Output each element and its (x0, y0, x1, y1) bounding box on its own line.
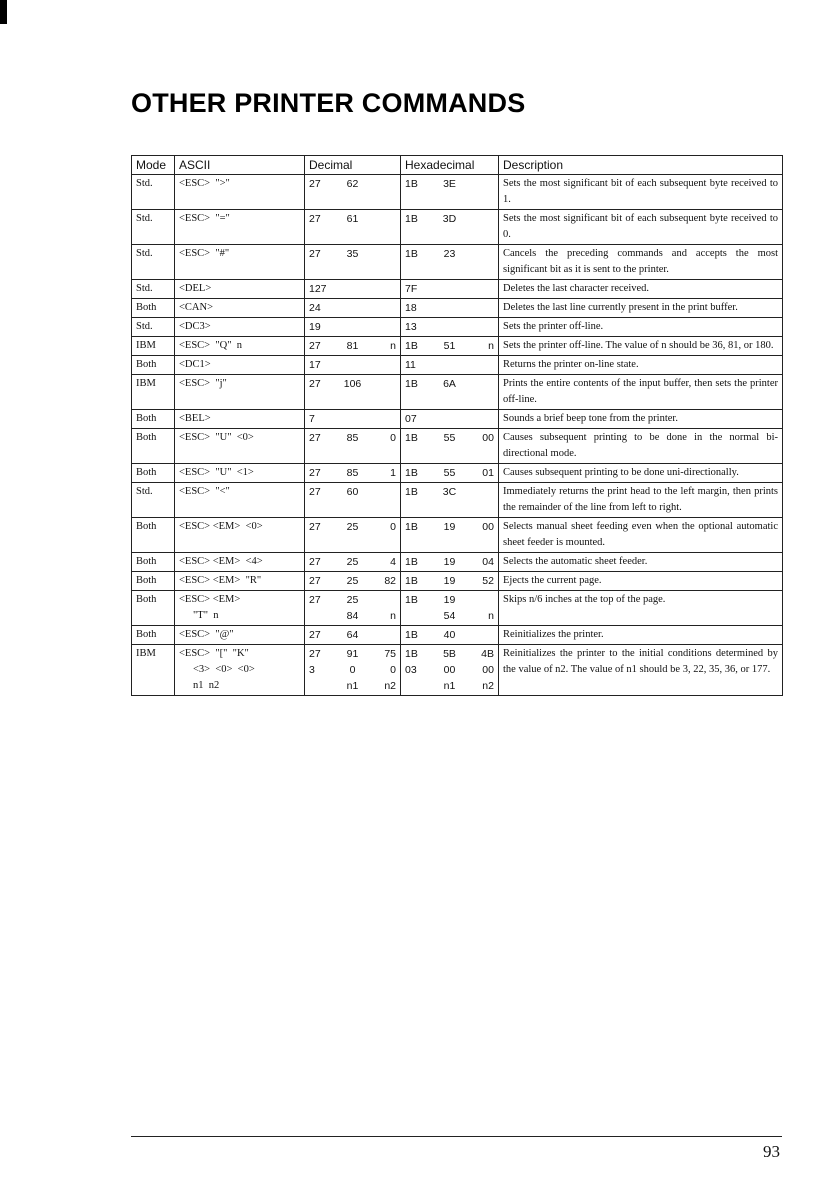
ascii-line: <ESC> <EM> (179, 594, 241, 605)
mode-cell: Both (132, 429, 175, 464)
decimal-value (367, 176, 396, 192)
table-body (132, 175, 783, 696)
decimal-value: 27 (309, 467, 321, 479)
ascii-cell (175, 464, 305, 483)
hex-value: 1B (405, 648, 418, 660)
decimal-value: 27 (309, 178, 321, 190)
hex-value: 00 (443, 664, 456, 676)
decimal-value: 85 (346, 467, 359, 479)
decimal-value: n (390, 610, 396, 622)
decimal-cell (305, 210, 401, 245)
decimal-value: 60 (346, 486, 359, 498)
decimal-cell (305, 429, 401, 464)
decimal-value: 19 (309, 321, 321, 333)
hex-cell (401, 375, 499, 410)
description-cell: Reinitializes the printer to the initial conditions determined by the value of n2. The value of n1 should be 3, 22, 35, 36, or 177. (499, 645, 783, 696)
hex-value: 23 (443, 248, 456, 260)
hex-value: 52 (482, 575, 494, 587)
description-cell: Sets the most significant bit of each subsequent byte received to 1. (499, 175, 783, 210)
hex-cell (401, 410, 499, 429)
hex-cell (401, 280, 499, 299)
hex-value: 00 (482, 432, 494, 444)
page-title: OTHER PRINTER COMMANDS (131, 88, 526, 118)
description-cell: Causes subsequent printing to be done uni-directionally. (499, 464, 783, 483)
hex-value: 00 (482, 521, 494, 533)
decimal-value (367, 627, 396, 643)
hex-value: 18 (405, 302, 417, 314)
decimal-value: 0 (390, 521, 396, 533)
hex-value (435, 281, 465, 297)
table-row (132, 553, 783, 572)
hex-value: 3E (443, 178, 456, 190)
decimal-value: 0 (390, 432, 396, 444)
decimal-cell (305, 337, 401, 356)
ascii-line: <BEL> (179, 413, 211, 424)
hex-cell (401, 464, 499, 483)
hex-value (464, 211, 494, 227)
col-mode: Mode (132, 156, 175, 175)
ascii-cell (175, 410, 305, 429)
decimal-value: 64 (346, 629, 359, 641)
hex-value: 3C (442, 486, 457, 498)
decimal-value: 27 (309, 521, 321, 533)
decimal-value: 106 (343, 378, 362, 390)
description-cell: Selects the automatic sheet feeder. (499, 553, 783, 572)
decimal-cell (305, 591, 401, 626)
decimal-cell (305, 375, 401, 410)
table-row (132, 464, 783, 483)
hex-value: 1B (405, 629, 418, 641)
commands-table (131, 155, 783, 696)
decimal-value: 24 (309, 302, 321, 314)
hex-value: 5B (443, 648, 456, 660)
hex-cell (401, 337, 499, 356)
hex-value: 40 (443, 629, 456, 641)
decimal-value: 3 (309, 664, 315, 676)
ascii-line: <ESC> "@" (179, 629, 234, 640)
ascii-line: <DC1> (179, 359, 211, 370)
decimal-value: 27 (309, 213, 321, 225)
hex-value: 1B (405, 556, 418, 568)
hex-value (464, 627, 494, 643)
table-row (132, 356, 783, 375)
hex-value: n2 (482, 680, 494, 692)
col-ascii: ASCII (175, 156, 305, 175)
hex-value: 3D (442, 213, 457, 225)
mode-cell: Both (132, 464, 175, 483)
decimal-value: 81 (346, 340, 359, 352)
table-row (132, 645, 783, 696)
mode-cell: IBM (132, 375, 175, 410)
ascii-cell (175, 299, 305, 318)
description-cell: Causes subsequent printing to be done in the normal bi-directional mode. (499, 429, 783, 464)
table-row (132, 591, 783, 626)
decimal-value: 85 (346, 432, 359, 444)
ascii-cell (175, 318, 305, 337)
edge-mark (0, 0, 7, 24)
decimal-value: 61 (346, 213, 359, 225)
ascii-line: <ESC> <EM> <0> (179, 521, 263, 532)
decimal-cell (305, 245, 401, 280)
mode-cell: Both (132, 356, 175, 375)
description-cell: Sounds a brief beep tone from the printer. (499, 410, 783, 429)
hex-cell (401, 645, 499, 696)
decimal-value: 35 (346, 248, 359, 260)
table-row (132, 626, 783, 645)
col-decimal: Decimal (305, 156, 401, 175)
ascii-cell (175, 518, 305, 553)
ascii-cell (175, 375, 305, 410)
ascii-line: n1 n2 (193, 680, 220, 691)
ascii-line: <ESC> "U" <0> (179, 432, 254, 443)
hex-value: 4B (481, 648, 494, 660)
table-row (132, 429, 783, 464)
decimal-cell (305, 483, 401, 518)
decimal-value: 27 (309, 629, 321, 641)
table-row (132, 245, 783, 280)
table-row (132, 410, 783, 429)
hex-cell (401, 553, 499, 572)
hex-value (464, 176, 494, 192)
mode-cell: Both (132, 572, 175, 591)
hex-cell (401, 483, 499, 518)
description-cell: Sets the most significant bit of each subsequent byte received to 0. (499, 210, 783, 245)
decimal-value: 82 (384, 575, 396, 587)
ascii-cell (175, 356, 305, 375)
decimal-value: n (390, 340, 396, 352)
hex-value (464, 281, 494, 297)
ascii-cell (175, 572, 305, 591)
hex-value: 7F (405, 283, 418, 295)
ascii-cell (175, 645, 305, 696)
ascii-line: <ESC> "[" "K" (179, 648, 249, 659)
hex-cell (401, 210, 499, 245)
description-cell: Reinitializes the printer. (499, 626, 783, 645)
hex-value (405, 608, 435, 624)
description-cell: Deletes the last character received. (499, 280, 783, 299)
hex-cell (401, 518, 499, 553)
decimal-value: 75 (384, 648, 396, 660)
description-cell: Returns the printer on-line state. (499, 356, 783, 375)
decimal-value (367, 211, 396, 227)
decimal-value (338, 281, 367, 297)
description-cell: Deletes the last line currently present in the print buffer. (499, 299, 783, 318)
decimal-value (367, 484, 396, 500)
hex-cell (401, 245, 499, 280)
hex-value: 11 (405, 359, 416, 371)
decimal-value: 27 (309, 432, 321, 444)
mode-cell: Both (132, 553, 175, 572)
decimal-value: 7 (309, 413, 315, 425)
decimal-value: 0 (349, 664, 356, 676)
mode-cell: Std. (132, 280, 175, 299)
hex-value: 13 (405, 321, 417, 333)
decimal-value (309, 608, 338, 624)
hex-value: 6A (443, 378, 456, 390)
decimal-value: 25 (346, 575, 359, 587)
decimal-value: 27 (309, 378, 321, 390)
hex-value: 1B (405, 467, 418, 479)
decimal-value: 27 (309, 248, 321, 260)
decimal-value: 25 (346, 521, 359, 533)
hex-cell (401, 626, 499, 645)
mode-cell: Both (132, 299, 175, 318)
hex-value (464, 484, 494, 500)
hex-value (464, 592, 494, 608)
mode-cell: Std. (132, 210, 175, 245)
decimal-value (367, 319, 396, 335)
header-row (132, 156, 783, 175)
decimal-value (338, 411, 367, 427)
footer-rule (131, 1136, 782, 1137)
decimal-value: 1 (390, 467, 396, 479)
hex-value (464, 300, 494, 316)
decimal-value (367, 411, 396, 427)
decimal-value: 91 (346, 648, 359, 660)
decimal-cell (305, 280, 401, 299)
mode-cell: Both (132, 626, 175, 645)
ascii-line: <ESC> "#" (179, 248, 230, 259)
hex-value: 54 (443, 610, 456, 622)
hex-value (435, 357, 465, 373)
decimal-value: 25 (346, 594, 359, 606)
ascii-cell (175, 280, 305, 299)
description-cell: Selects manual sheet feeding even when the optional automatic sheet feeder is mounted. (499, 518, 783, 553)
decimal-value: 25 (346, 556, 359, 568)
page-number: 93 (763, 1142, 780, 1161)
hex-cell (401, 356, 499, 375)
description-cell: Immediately returns the print head to the left margin, then prints the remainder of the line from left to right. (499, 483, 783, 518)
decimal-value (338, 319, 367, 335)
hex-value: 01 (482, 467, 494, 479)
decimal-cell (305, 356, 401, 375)
ascii-cell (175, 337, 305, 356)
hex-value: 1B (405, 213, 418, 225)
hex-value: 19 (443, 594, 456, 606)
decimal-value: 84 (346, 610, 359, 622)
hex-value: 55 (443, 467, 456, 479)
hex-value: 07 (405, 413, 417, 425)
ascii-cell (175, 175, 305, 210)
mode-cell: Both (132, 410, 175, 429)
decimal-cell (305, 626, 401, 645)
decimal-cell (305, 299, 401, 318)
mode-cell: Std. (132, 318, 175, 337)
hex-value: 1B (405, 178, 418, 190)
hex-value (464, 357, 494, 373)
decimal-value (309, 678, 338, 694)
mode-cell: IBM (132, 645, 175, 696)
hex-value: 1B (405, 248, 418, 260)
hex-value (405, 678, 435, 694)
table-row (132, 375, 783, 410)
ascii-line: "T" n (193, 610, 219, 621)
hex-value: 1B (405, 340, 418, 352)
hex-value: 1B (405, 594, 418, 606)
decimal-cell (305, 518, 401, 553)
hex-value (435, 300, 465, 316)
decimal-value: 27 (309, 486, 321, 498)
decimal-value: 127 (309, 283, 327, 295)
hex-value: n1 (443, 680, 456, 692)
ascii-line: <DC3> (179, 321, 211, 332)
description-cell: Sets the printer off-line. (499, 318, 783, 337)
ascii-line: <DEL> (179, 283, 212, 294)
mode-cell: Std. (132, 483, 175, 518)
hex-value (464, 319, 494, 335)
hex-cell (401, 318, 499, 337)
hex-value: 1B (405, 521, 418, 533)
table-row (132, 175, 783, 210)
hex-cell (401, 429, 499, 464)
table-row (132, 518, 783, 553)
decimal-value: 27 (309, 340, 321, 352)
hex-value: 04 (482, 556, 494, 568)
decimal-value (367, 281, 396, 297)
table-row (132, 572, 783, 591)
hex-value: 1B (405, 575, 418, 587)
hex-value: 1B (405, 432, 418, 444)
decimal-value (367, 300, 396, 316)
mode-cell: Std. (132, 245, 175, 280)
hex-value: 1B (405, 378, 418, 390)
hex-value: 51 (443, 340, 456, 352)
hex-value: 19 (443, 521, 456, 533)
ascii-line: <ESC> "j" (179, 378, 227, 389)
hex-cell (401, 175, 499, 210)
hex-value: 03 (405, 664, 417, 676)
decimal-cell (305, 318, 401, 337)
decimal-value: n1 (346, 680, 359, 692)
description-cell: Sets the printer off-line. The value of n should be 36, 81, or 180. (499, 337, 783, 356)
decimal-cell (305, 553, 401, 572)
ascii-line: <ESC> "=" (179, 213, 230, 224)
hex-value (435, 319, 465, 335)
table-row (132, 210, 783, 245)
ascii-line: <ESC> <EM> "R" (179, 575, 262, 586)
description-cell: Ejects the current page. (499, 572, 783, 591)
hex-cell (401, 591, 499, 626)
ascii-cell (175, 591, 305, 626)
decimal-value: 27 (309, 648, 321, 660)
col-description: Description (499, 156, 783, 175)
decimal-value: 0 (390, 664, 396, 676)
ascii-line: <3> <0> <0> (193, 664, 255, 675)
hex-value: 19 (443, 575, 456, 587)
table-row (132, 299, 783, 318)
mode-cell: IBM (132, 337, 175, 356)
description-cell: Prints the entire contents of the input buffer, then sets the printer off-line. (499, 375, 783, 410)
hex-cell (401, 299, 499, 318)
decimal-value (367, 357, 396, 373)
decimal-value: n2 (384, 680, 396, 692)
hex-value: n (488, 340, 494, 352)
ascii-cell (175, 483, 305, 518)
decimal-value (338, 300, 367, 316)
hex-value: n (488, 610, 494, 622)
ascii-line: <ESC> <EM> <4> (179, 556, 263, 567)
mode-cell: Std. (132, 175, 175, 210)
decimal-value: 62 (346, 178, 359, 190)
hex-value (435, 411, 465, 427)
decimal-value (338, 357, 367, 373)
ascii-cell (175, 553, 305, 572)
description-cell: Skips n/6 inches at the top of the page. (499, 591, 783, 626)
decimal-value: 27 (309, 575, 321, 587)
decimal-cell (305, 175, 401, 210)
ascii-cell (175, 626, 305, 645)
decimal-cell (305, 645, 401, 696)
table-row (132, 318, 783, 337)
decimal-value (367, 376, 396, 392)
ascii-line: <ESC> "Q" n (179, 340, 243, 351)
hex-value: 1B (405, 486, 418, 498)
table-row (132, 280, 783, 299)
decimal-value (367, 246, 396, 262)
decimal-value: 27 (309, 556, 321, 568)
table-row (132, 483, 783, 518)
ascii-cell (175, 210, 305, 245)
ascii-line: <CAN> (179, 302, 214, 313)
hex-value: 19 (443, 556, 456, 568)
hex-value (464, 376, 494, 392)
decimal-cell (305, 410, 401, 429)
decimal-value (367, 592, 396, 608)
hex-value (464, 411, 494, 427)
hex-value (464, 246, 494, 262)
ascii-line: <ESC> "U" <1> (179, 467, 254, 478)
table-row (132, 337, 783, 356)
description-cell: Cancels the preceding commands and accepts the most significant bit as it is sent to the printer. (499, 245, 783, 280)
hex-value: 55 (443, 432, 456, 444)
hex-cell (401, 572, 499, 591)
ascii-cell (175, 429, 305, 464)
mode-cell: Both (132, 518, 175, 553)
decimal-cell (305, 464, 401, 483)
ascii-cell (175, 245, 305, 280)
mode-cell: Both (132, 591, 175, 626)
decimal-value: 17 (309, 359, 321, 371)
hex-value: 00 (482, 664, 494, 676)
decimal-value: 4 (390, 556, 396, 568)
decimal-cell (305, 572, 401, 591)
col-hexadecimal: Hexadecimal (401, 156, 499, 175)
decimal-value: 27 (309, 594, 321, 606)
ascii-line: <ESC> ">" (179, 178, 230, 189)
ascii-line: <ESC> "<" (179, 486, 230, 497)
